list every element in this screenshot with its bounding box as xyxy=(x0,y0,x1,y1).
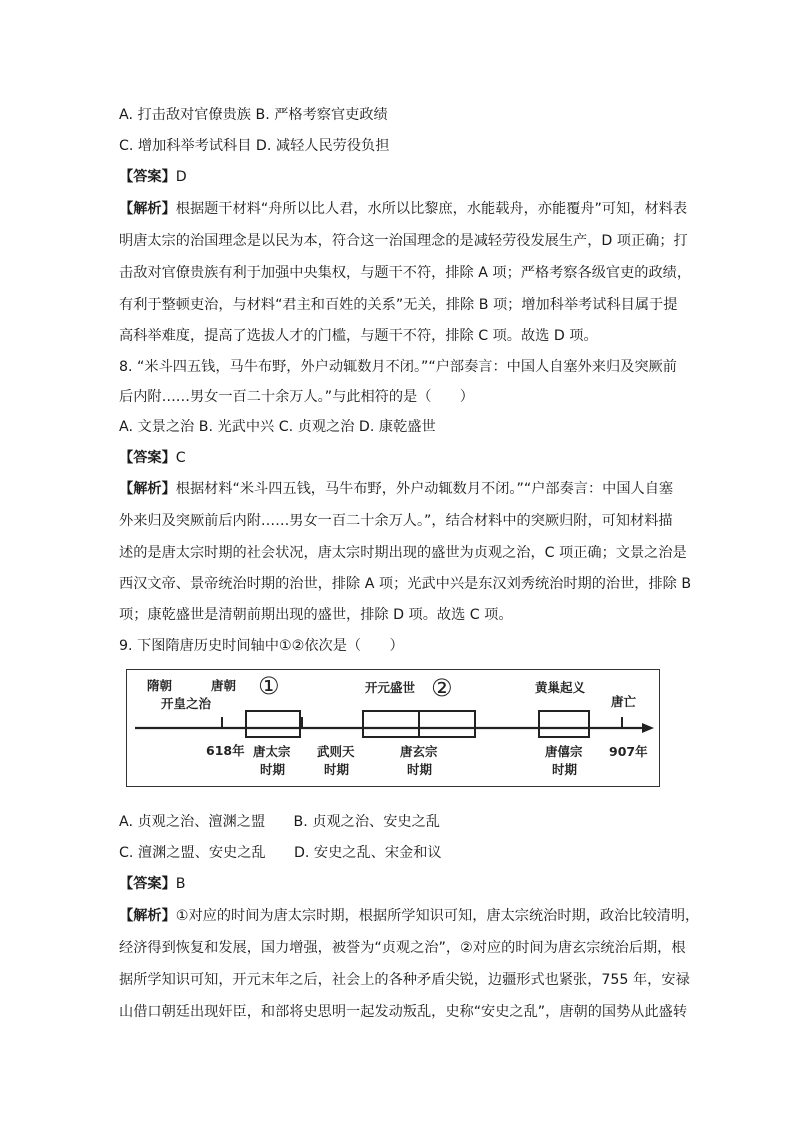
analysis-label: 【解析】 xyxy=(119,201,176,217)
q8-analysis-line: 外来归及突厥前后内附……男女一百二十余万人。”，结合材料中的突厥归附，可知材料描 xyxy=(119,513,673,529)
q9-options-line1: A. 贞观之治、澶渊之盟 B. 贞观之治、安史之乱 xyxy=(119,814,440,830)
q8-stem-line: 8. “米斗四五钱，马牛布野，外户动辄数月不闭。”“户部奏言：中国人自塞外来归及突厥前 xyxy=(119,359,677,375)
answer-value: D xyxy=(175,169,187,185)
q7-options-line2: C. 增加科举考试科目 D. 减轻人民劳役负担 xyxy=(119,138,390,154)
q9-analysis-line: 据所学知识可知，开元末年之后，社会上的各种矛盾尖锐，边疆形式也紧张，755 年，安禄 xyxy=(119,972,690,988)
label-xizong-period: 时期 xyxy=(552,762,578,777)
timeline-svg xyxy=(127,670,658,785)
q8-options: A. 文景之治 B. 光武中兴 C. 贞观之治 D. 康乾盛世 xyxy=(119,419,436,435)
q7-options-line1: A. 打击敌对官僚贵族 B. 严格考察官吏政绩 xyxy=(119,107,388,123)
label-huangchao: 黄巢起义 xyxy=(535,680,586,695)
q7-analysis-line: 有利于整顿吏治，与材料“君主和百姓的关系”无关，排除 B 项；增加科举考试科目属于提 xyxy=(119,297,678,313)
bracket-anshi xyxy=(419,711,475,737)
label-mark2: ② xyxy=(431,674,453,702)
label-mark1: ① xyxy=(258,672,280,700)
bracket-taizong xyxy=(246,711,300,737)
answer-label: 【答案】 xyxy=(119,450,176,466)
q8-analysis-line: 西汉文帝、景帝统治时期的治世，排除 A 项；光武中兴是东汉刘秀统治时期的治世，排除 B xyxy=(119,576,692,592)
label-kaiyuan: 开元盛世 xyxy=(365,680,416,695)
timeline-diagram xyxy=(126,669,660,787)
label-taizong-period: 时期 xyxy=(260,762,286,777)
label-xuanzong: 唐玄宗 xyxy=(400,744,438,759)
label-wuzetian-period: 时期 xyxy=(324,762,350,777)
answer-label: 【答案】 xyxy=(119,876,176,892)
q9-answer xyxy=(119,873,186,893)
q7-analysis-line: 击敌对官僚贵族有利于加强中央集权，与题干不符，排除 A 项；严格考察各级官吏的政绩， xyxy=(119,265,692,281)
answer-value: B xyxy=(175,876,186,892)
q9-options-line2: C. 澶渊之盟、安史之乱 D. 安史之乱、宋金和议 xyxy=(119,845,442,861)
label-618: 618年 xyxy=(206,743,245,758)
label-tangwang: 唐亡 xyxy=(611,694,637,709)
q8-answer xyxy=(119,447,186,467)
q7-analysis-line: 明唐太宗的治国理念是以民为本，符合这一治国理念的是减轻劳役发展生产，D 项正确；打 xyxy=(119,233,688,249)
label-sui: 隋朝 xyxy=(147,678,173,693)
q8-analysis-line: 项；康乾盛世是清朝前期出现的盛世，排除 D 项。故选 C 项。 xyxy=(119,607,513,623)
q8-analysis-line: 述的是唐太宗时期的社会状况，唐太宗时期出现的盛世为贞观之治，C 项正确；文景之治是 xyxy=(119,545,687,561)
q7-answer xyxy=(119,166,187,186)
q9-analysis-line: 山借口朝廷出现奸臣，和部将史思明一起发动叛乱，史称“安史之乱”，唐朝的国势从此盛转 xyxy=(119,1004,688,1020)
q8-analysis-line: 【解析】根据材料“米斗四五钱，马牛布野，外户动辄数月不闭。”“户部奏言：中国人自塞 xyxy=(119,481,674,497)
label-taizong: 唐太宗 xyxy=(253,744,291,759)
label-xuanzong-period: 时期 xyxy=(407,762,433,777)
answer-label: 【答案】 xyxy=(119,169,176,185)
q9-analysis-line: 经济得到恢复和发展，国力增强，被誉为“贞观之治”，②对应的时间为唐玄宗统治后期，根 xyxy=(119,940,686,956)
analysis-label: 【解析】 xyxy=(119,908,176,924)
label-907: 907年 xyxy=(609,744,648,759)
label-kaihuang: 开皇之治 xyxy=(161,696,212,711)
timeline-arrow xyxy=(642,723,654,733)
answer-value: C xyxy=(175,450,186,466)
q9-analysis-line: 【解析】①对应的时间为唐太宗时期，根据所学知识可知，唐太宗统治时期，政治比较清明， xyxy=(119,908,700,924)
q7-analysis-line: 高科举难度，提高了选拔人才的门槛，与题干不符，排除 C 项。故选 D 项。 xyxy=(119,328,598,344)
q8-stem-line: 后内附……男女一百二十余万人。”与此相符的是（ ） xyxy=(119,389,474,405)
q9-stem: 9. 下图隋唐历史时间轴中①②依次是（ ） xyxy=(119,638,404,654)
bracket-xizong xyxy=(539,711,589,737)
label-xizong: 唐僖宗 xyxy=(545,744,583,759)
label-wuzetian: 武则天 xyxy=(317,744,355,759)
q7-analysis-line: 【解析】根据题干材料“舟所以比人君，水所以比黎庶，水能载舟，亦能覆舟”可知，材料表 xyxy=(119,201,688,217)
bracket-kaiyuan xyxy=(363,711,419,737)
analysis-label: 【解析】 xyxy=(119,481,176,497)
label-tang: 唐朝 xyxy=(211,678,237,693)
